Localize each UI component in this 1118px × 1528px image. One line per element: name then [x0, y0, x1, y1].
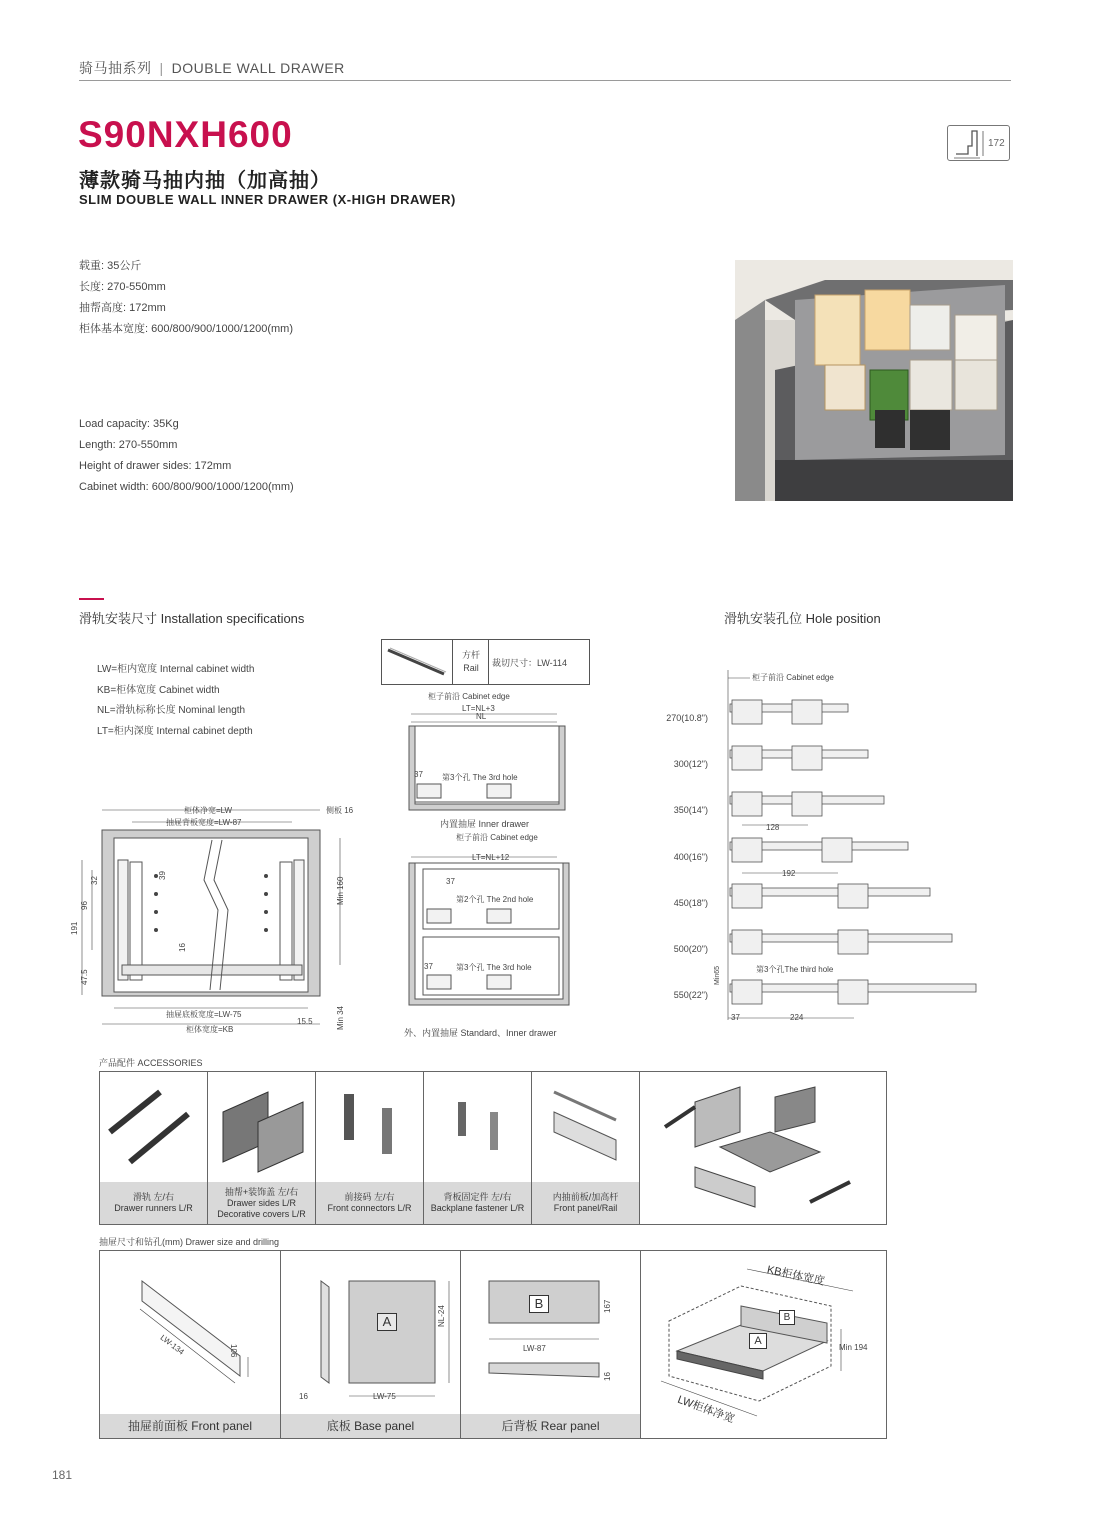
acc-runners [100, 1072, 208, 1224]
rail-cut-size: 裁切尺寸：LW-114 [492, 658, 568, 668]
hole3-label-1: 第3个孔 The 3rd hole [442, 773, 518, 782]
install-title: 滑轨安装尺寸 Installation specifications [79, 611, 305, 626]
lw-label: 柜体净宽=LW [184, 806, 233, 815]
lt-nl12-label: LT=NL+12 [472, 853, 510, 862]
page-number: 181 [52, 1468, 73, 1482]
height-badge [947, 125, 1010, 161]
base-panel-drawing [281, 1251, 459, 1411]
drawer-height-icon [948, 126, 988, 162]
iso-label-a: A [749, 1333, 767, 1349]
min34-label: Min 34 [336, 1005, 345, 1030]
acc-back-en: Backplane fastener L/R [430, 1203, 525, 1213]
series-en: DOUBLE WALL DRAWER [171, 60, 345, 76]
series-separator: | [159, 60, 164, 76]
drawer-size-table [99, 1250, 887, 1439]
acc-exploded-view [640, 1072, 886, 1224]
iso-label-b: B [779, 1310, 795, 1325]
spec-height-en: Height of drawer sides: 172mm [79, 460, 232, 472]
acc-backplane [424, 1072, 532, 1224]
runner-350 [730, 792, 884, 816]
base-width: LW-75 [373, 1392, 396, 1401]
d128-label: 128 [766, 823, 780, 832]
acc-front-panel [532, 1072, 640, 1224]
std-inner-caption: 外、内置抽屉 Standard、Inner drawer [404, 1028, 557, 1038]
accessories-title: 产品配件 ACCESSORIES [99, 1058, 203, 1068]
runner-500 [730, 930, 952, 954]
legend-nl: NL=滑轨标称长度 Nominal length [97, 705, 246, 716]
runner-450 [730, 884, 930, 908]
acc-runners-cn: 滑轨 左/右 [132, 1192, 174, 1202]
spec-width-en: Cabinet width: 600/800/900/1000/1200(mm) [79, 481, 294, 493]
d191-label: 191 [70, 921, 79, 935]
base-label-a: A [377, 1313, 397, 1331]
hole2-label: 第2个孔 The 2nd hole [456, 895, 534, 904]
d37-label-1: 37 [414, 770, 423, 779]
accessories-table [99, 1071, 887, 1225]
hole3-label-2: 第3个孔 The 3rd hole [456, 963, 532, 972]
acc-front-connectors [316, 1072, 424, 1224]
d475-label: 47.5 [80, 969, 89, 985]
runner-400 [730, 838, 908, 862]
cabinet-front-drawing [72, 800, 372, 1040]
standard-inner-drawing [405, 845, 575, 1010]
d37-label-2: 37 [446, 877, 455, 886]
inner-drawer-drawing [405, 700, 575, 820]
acc-sides-en2: Decorative covers L/R [217, 1208, 306, 1219]
front-panel-cell [100, 1251, 281, 1438]
rear-panel-caption: 后背板 Rear panel [461, 1414, 640, 1438]
section-red-mark [79, 598, 104, 600]
iso-kb-label: KB柜体宽度 [765, 1263, 826, 1288]
spec-load-cn: 载重: 35公斤 [79, 260, 142, 272]
nl-label: NL [476, 712, 487, 721]
min65-label: Min65 [714, 965, 721, 985]
acc-sides [208, 1072, 316, 1224]
backplane-fastener-image [424, 1072, 530, 1180]
exploded-drawer-image [640, 1072, 886, 1222]
rail-label-en: Rail [463, 663, 479, 673]
model-number: S90NXH600 [78, 114, 293, 155]
d37-label-3: 37 [424, 962, 433, 971]
front-panel-height: 106 [229, 1344, 238, 1358]
hole-title: 滑轨安装孔位 Hole position [724, 611, 881, 626]
back-width-label: 抽屉背板宽度=LW-87 [166, 818, 242, 827]
legend-kb: KB=柜体宽度 Cabinet width [97, 684, 220, 696]
abbreviation-legend [97, 660, 254, 742]
row-label-350: 350(14") [673, 805, 708, 815]
rear-panel-cell [461, 1251, 641, 1438]
series-header [79, 58, 345, 78]
rail-box [381, 639, 590, 685]
base-width-label: 抽屉底板宽度=LW-75 [166, 1010, 242, 1019]
specs-en [79, 414, 294, 498]
specs-cn [79, 256, 293, 340]
d32-label: 32 [90, 876, 99, 885]
spec-height-cn: 抽帮高度: 172mm [79, 302, 166, 314]
acc-front-en: Front connectors L/R [327, 1203, 412, 1213]
hole-cabinet-edge: 柜子前沿 Cabinet edge [752, 673, 834, 682]
base-panel-caption: 底板 Base panel [281, 1414, 460, 1438]
inner-drawer-caption: 内置抽屉 Inner drawer [440, 819, 530, 829]
front-connectors-image [316, 1072, 422, 1180]
legend-lt: LT=柜内深度 Internal cabinet depth [97, 725, 253, 737]
drawer-size-title: 抽屉尺寸和钻孔(mm) Drawer size and drilling [99, 1237, 280, 1247]
d224-label: 224 [790, 1013, 804, 1022]
iso-min194: Min 194 [839, 1343, 868, 1352]
rear-16: 16 [603, 1372, 612, 1381]
series-cn: 骑马抽系列 [79, 60, 152, 76]
spec-width-cn: 柜体基本宽度: 600/800/900/1000/1200(mm) [79, 323, 293, 335]
row-label-450: 450(18") [673, 898, 708, 908]
row-label-270: 270(10.8") [666, 713, 708, 723]
height-badge-value: 172 [988, 138, 1005, 149]
runner-550 [730, 980, 976, 1004]
spec-load-en: Load capacity: 35Kg [79, 418, 179, 430]
header-rule [79, 80, 1011, 81]
d192-label: 192 [782, 869, 796, 878]
legend-lw: LW=柜内宽度 Internal cabinet width [97, 664, 255, 675]
runner-270 [730, 700, 848, 724]
front-panel-caption: 抽屉前面板 Front panel [100, 1414, 280, 1438]
row-label-300: 300(12") [673, 759, 708, 769]
product-photo [735, 260, 1013, 501]
rail-label-cn: 方杆 [461, 650, 480, 660]
acc-runners-en: Drawer runners L/R [114, 1203, 193, 1213]
base-16: 16 [299, 1392, 308, 1401]
front-panel-rail-image [532, 1072, 638, 1180]
row-label-500: 500(20") [673, 944, 708, 954]
lt-nl3-label: LT=NL+3 [462, 704, 495, 713]
acc-sides-en: Drawer sides L/R [226, 1197, 297, 1208]
cabinet-edge-2: 柜子前沿 Cabinet edge [456, 833, 538, 842]
side-panel-label: 侧板 16 [326, 806, 354, 815]
iso-view-cell [641, 1251, 886, 1438]
acc-front-cn: 前接码 左/右 [344, 1192, 395, 1202]
rail-icon [382, 640, 452, 684]
base-nl: NL-24 [437, 1305, 446, 1327]
sides-image [208, 1072, 314, 1180]
min160-label: Min 160 [336, 876, 345, 905]
acc-sides-cn: 抽帮+装饰盖 左/右 [224, 1186, 299, 1197]
runners-image [100, 1072, 206, 1180]
acc-back-cn: 背板固定件 左/右 [443, 1192, 512, 1202]
front-panel-width: LW-134 [158, 1333, 186, 1357]
rear-height: 167 [603, 1299, 612, 1313]
rear-label-b: B [529, 1295, 549, 1313]
product-title-cn: 薄款骑马抽内抽（加高抽） [79, 170, 331, 192]
row-label-400: 400(16") [673, 852, 708, 862]
product-title-en: SLIM DOUBLE WALL INNER DRAWER (X-HIGH DRAWER) [79, 192, 456, 207]
d96-label: 96 [80, 901, 89, 910]
hole-d37-label: 37 [731, 1013, 740, 1022]
front-panel-drawing [100, 1251, 280, 1411]
spec-length-en: Length: 270-550mm [79, 439, 178, 451]
cabinet-edge-1: 柜子前沿 Cabinet edge [428, 692, 510, 701]
rear-panel-drawing [461, 1251, 639, 1411]
third-hole-label: 第3个孔The third hole [756, 965, 834, 974]
row-label-550: 550(22") [673, 990, 708, 1000]
iso-lw-label: LW柜体净宽 [675, 1393, 737, 1426]
hole-position-drawing [716, 670, 986, 1030]
acc-panel-en: Front panel/Rail [553, 1203, 618, 1213]
d16-label: 16 [178, 943, 187, 952]
acc-panel-cn: 内抽前板/加高杆 [552, 1192, 619, 1202]
d39-label: 39 [158, 871, 167, 880]
base-panel-cell [281, 1251, 461, 1438]
runner-300 [730, 746, 868, 770]
rear-width: LW-87 [523, 1344, 546, 1353]
kb-label: 柜体宽度=KB [186, 1025, 234, 1034]
spec-length-cn: 长度: 270-550mm [79, 281, 166, 293]
d155-label: 15.5 [297, 1017, 313, 1026]
